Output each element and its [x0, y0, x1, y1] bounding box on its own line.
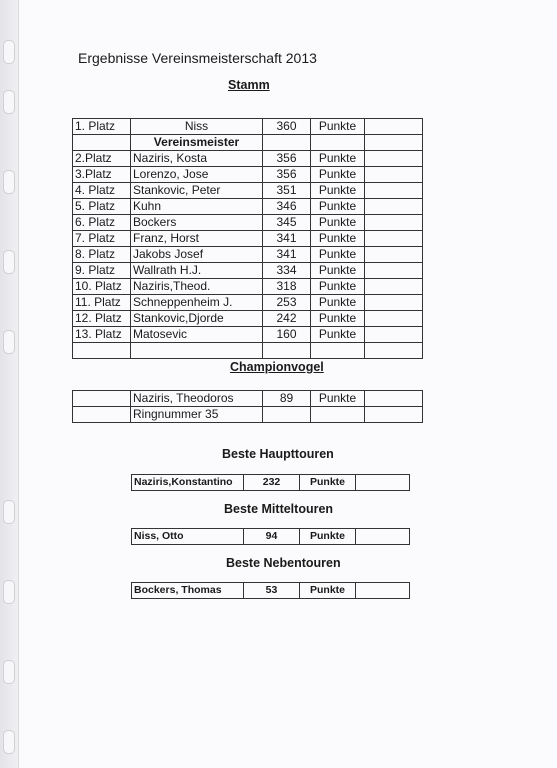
unit-cell: Punkte	[311, 311, 365, 327]
points-cell: 346	[263, 199, 311, 215]
empty-cell	[311, 343, 365, 359]
table-row	[73, 215, 423, 231]
table-row	[73, 263, 423, 279]
empty-cell	[365, 119, 423, 135]
mitteltouren-unit: Punkte	[300, 529, 356, 545]
empty-cell	[356, 529, 410, 545]
champion-heading: Championvogel	[230, 360, 324, 374]
punch-hole	[3, 660, 15, 684]
empty-cell	[73, 407, 131, 423]
unit-cell: Punkte	[311, 247, 365, 263]
name-cell: Franz, Horst	[131, 231, 263, 247]
table-row	[73, 311, 423, 327]
punch-hole	[3, 40, 15, 64]
nebentouren-table	[131, 582, 410, 599]
unit-cell: Punkte	[311, 183, 365, 199]
document-page	[18, 0, 557, 768]
table-row	[73, 199, 423, 215]
name-cell: Stankovic, Peter	[131, 183, 263, 199]
table-row	[73, 343, 423, 359]
haupttouren-unit: Punkte	[300, 475, 356, 491]
place-cell: 7. Platz	[73, 231, 131, 247]
table-row	[73, 295, 423, 311]
table-row	[132, 529, 410, 545]
nebentouren-name: Bockers, Thomas	[132, 583, 244, 599]
empty-cell	[365, 183, 423, 199]
haupttouren-heading: Beste Haupttouren	[222, 447, 334, 461]
name-cell: Wallrath H.J.	[131, 263, 263, 279]
table-row	[73, 247, 423, 263]
champion-points: 89	[263, 391, 311, 407]
points-cell: 242	[263, 311, 311, 327]
empty-cell	[365, 151, 423, 167]
table-row	[73, 279, 423, 295]
mitteltouren-table	[131, 528, 410, 545]
empty-cell	[365, 247, 423, 263]
vereinsmeister-label: Vereinsmeister	[131, 135, 263, 151]
haupttouren-table	[131, 474, 410, 491]
empty-cell	[263, 135, 311, 151]
empty-cell	[365, 391, 423, 407]
empty-cell	[365, 263, 423, 279]
champion-unit: Punkte	[311, 391, 365, 407]
empty-cell	[365, 199, 423, 215]
unit-cell: Punkte	[311, 263, 365, 279]
empty-cell	[311, 135, 365, 151]
unit-cell: Punkte	[311, 215, 365, 231]
unit-cell: Punkte	[311, 231, 365, 247]
empty-cell	[365, 279, 423, 295]
place-cell: 4. Platz	[73, 183, 131, 199]
empty-cell	[263, 343, 311, 359]
haupttouren-name: Naziris,Konstantino	[132, 475, 244, 491]
empty-cell	[73, 135, 131, 151]
empty-cell	[263, 407, 311, 423]
table-row	[73, 231, 423, 247]
punch-hole	[3, 500, 15, 524]
nebentouren-points: 53	[244, 583, 300, 599]
place-cell: 11. Platz	[73, 295, 131, 311]
champion-table	[72, 390, 423, 423]
name-cell: Bockers	[131, 215, 263, 231]
points-cell: 345	[263, 215, 311, 231]
unit-cell: Punkte	[311, 199, 365, 215]
place-cell: 1. Platz	[73, 119, 131, 135]
points-cell: 356	[263, 167, 311, 183]
mitteltouren-points: 94	[244, 529, 300, 545]
empty-cell	[356, 475, 410, 491]
empty-cell	[365, 311, 423, 327]
points-cell: 160	[263, 327, 311, 343]
punch-hole	[3, 330, 15, 354]
nebentouren-unit: Punkte	[300, 583, 356, 599]
place-cell: 9. Platz	[73, 263, 131, 279]
empty-cell	[73, 391, 131, 407]
binder-strip	[0, 0, 18, 768]
points-cell: 341	[263, 231, 311, 247]
name-cell: Schneppenheim J.	[131, 295, 263, 311]
empty-cell	[365, 215, 423, 231]
points-cell: 318	[263, 279, 311, 295]
results-table	[72, 118, 423, 359]
empty-cell	[365, 327, 423, 343]
table-row	[73, 167, 423, 183]
punch-hole	[3, 730, 15, 754]
place-cell: 13. Platz	[73, 327, 131, 343]
name-cell: Matosevic	[131, 327, 263, 343]
table-row	[73, 391, 423, 407]
table-row	[73, 407, 423, 423]
empty-cell	[365, 231, 423, 247]
name-cell: Stankovic,Djorde	[131, 311, 263, 327]
empty-cell	[365, 343, 423, 359]
table-row	[73, 135, 423, 151]
table-row	[132, 583, 410, 599]
table-row	[73, 151, 423, 167]
place-cell: 3.Platz	[73, 167, 131, 183]
unit-cell: Punkte	[311, 151, 365, 167]
mitteltouren-heading: Beste Mitteltouren	[224, 502, 334, 516]
empty-cell	[311, 407, 365, 423]
points-cell: 334	[263, 263, 311, 279]
place-cell: 2.Platz	[73, 151, 131, 167]
place-cell: 12. Platz	[73, 311, 131, 327]
unit-cell: Punkte	[311, 327, 365, 343]
punch-hole	[3, 90, 15, 114]
name-cell: Naziris,Theod.	[131, 279, 263, 295]
place-cell: 6. Platz	[73, 215, 131, 231]
table-row	[73, 183, 423, 199]
place-cell: 8. Platz	[73, 247, 131, 263]
table-row	[73, 119, 423, 135]
points-cell: 360	[263, 119, 311, 135]
unit-cell: Punkte	[311, 119, 365, 135]
name-cell: Kuhn	[131, 199, 263, 215]
empty-cell	[131, 343, 263, 359]
empty-cell	[73, 343, 131, 359]
points-cell: 356	[263, 151, 311, 167]
empty-cell	[365, 407, 423, 423]
punch-hole	[3, 580, 15, 604]
champion-ring: Ringnummer 35	[131, 407, 263, 423]
unit-cell: Punkte	[311, 167, 365, 183]
page-title: Ergebnisse Vereinsmeisterschaft 2013	[78, 50, 317, 66]
name-cell: Niss	[131, 119, 263, 135]
punch-hole	[3, 170, 15, 194]
empty-cell	[356, 583, 410, 599]
mitteltouren-name: Niss, Otto	[132, 529, 244, 545]
name-cell: Naziris, Kosta	[131, 151, 263, 167]
unit-cell: Punkte	[311, 279, 365, 295]
champion-name: Naziris, Theodoros	[131, 391, 263, 407]
empty-cell	[365, 135, 423, 151]
faded-stamp: ​	[221, 69, 223, 95]
empty-cell	[365, 167, 423, 183]
place-cell: 5. Platz	[73, 199, 131, 215]
points-cell: 341	[263, 247, 311, 263]
punch-hole	[3, 250, 15, 274]
points-cell: 351	[263, 183, 311, 199]
points-cell: 253	[263, 295, 311, 311]
empty-cell	[365, 295, 423, 311]
table-row	[132, 475, 410, 491]
name-cell: Jakobs Josef	[131, 247, 263, 263]
table-row	[73, 327, 423, 343]
stamm-heading: Stamm	[228, 78, 270, 92]
nebentouren-heading: Beste Nebentouren	[226, 556, 341, 570]
place-cell: 10. Platz	[73, 279, 131, 295]
haupttouren-points: 232	[244, 475, 300, 491]
unit-cell: Punkte	[311, 295, 365, 311]
name-cell: Lorenzo, Jose	[131, 167, 263, 183]
